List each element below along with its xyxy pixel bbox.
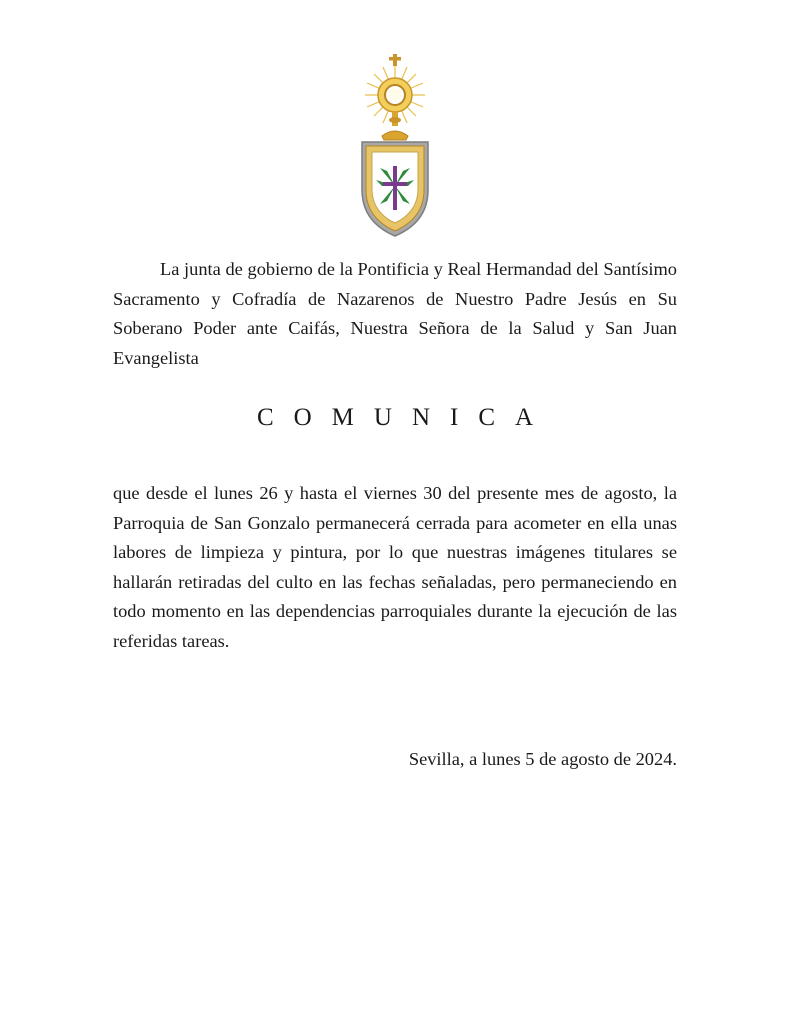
body-paragraph: que desde el lunes 26 y hasta el viernes 30 del presente mes de agosto, la Parroquia de San Gonzalo permanecerá cerrada para acometer en ella unas labores de limpieza y pintura, por lo que nuestras imágenes titulares se hallarán retiradas del culto en las fechas señaladas, pero permaneciendo en todo momento en las dependencias parroquiales durante la ejecución de las referidas tareas. <box>113 483 677 651</box>
signoff-date: Sevilla, a lunes 5 de agosto de 2024. <box>408 749 677 769</box>
intro-paragraph: La junta de gobierno de la Pontificia y Real Hermandad del Santísimo Sacramento y Cofradía de Nazarenos de Nuestro Padre Jesús en Su Soberano Poder ante Caifás, Nuestra Señora de la Salud y San Juan Evangelista <box>113 259 677 368</box>
shield-icon <box>362 142 428 236</box>
communique-heading: COMUNICA <box>256 404 554 431</box>
monstrance-icon <box>365 54 425 140</box>
brotherhood-coat-of-arms-icon <box>352 50 438 240</box>
